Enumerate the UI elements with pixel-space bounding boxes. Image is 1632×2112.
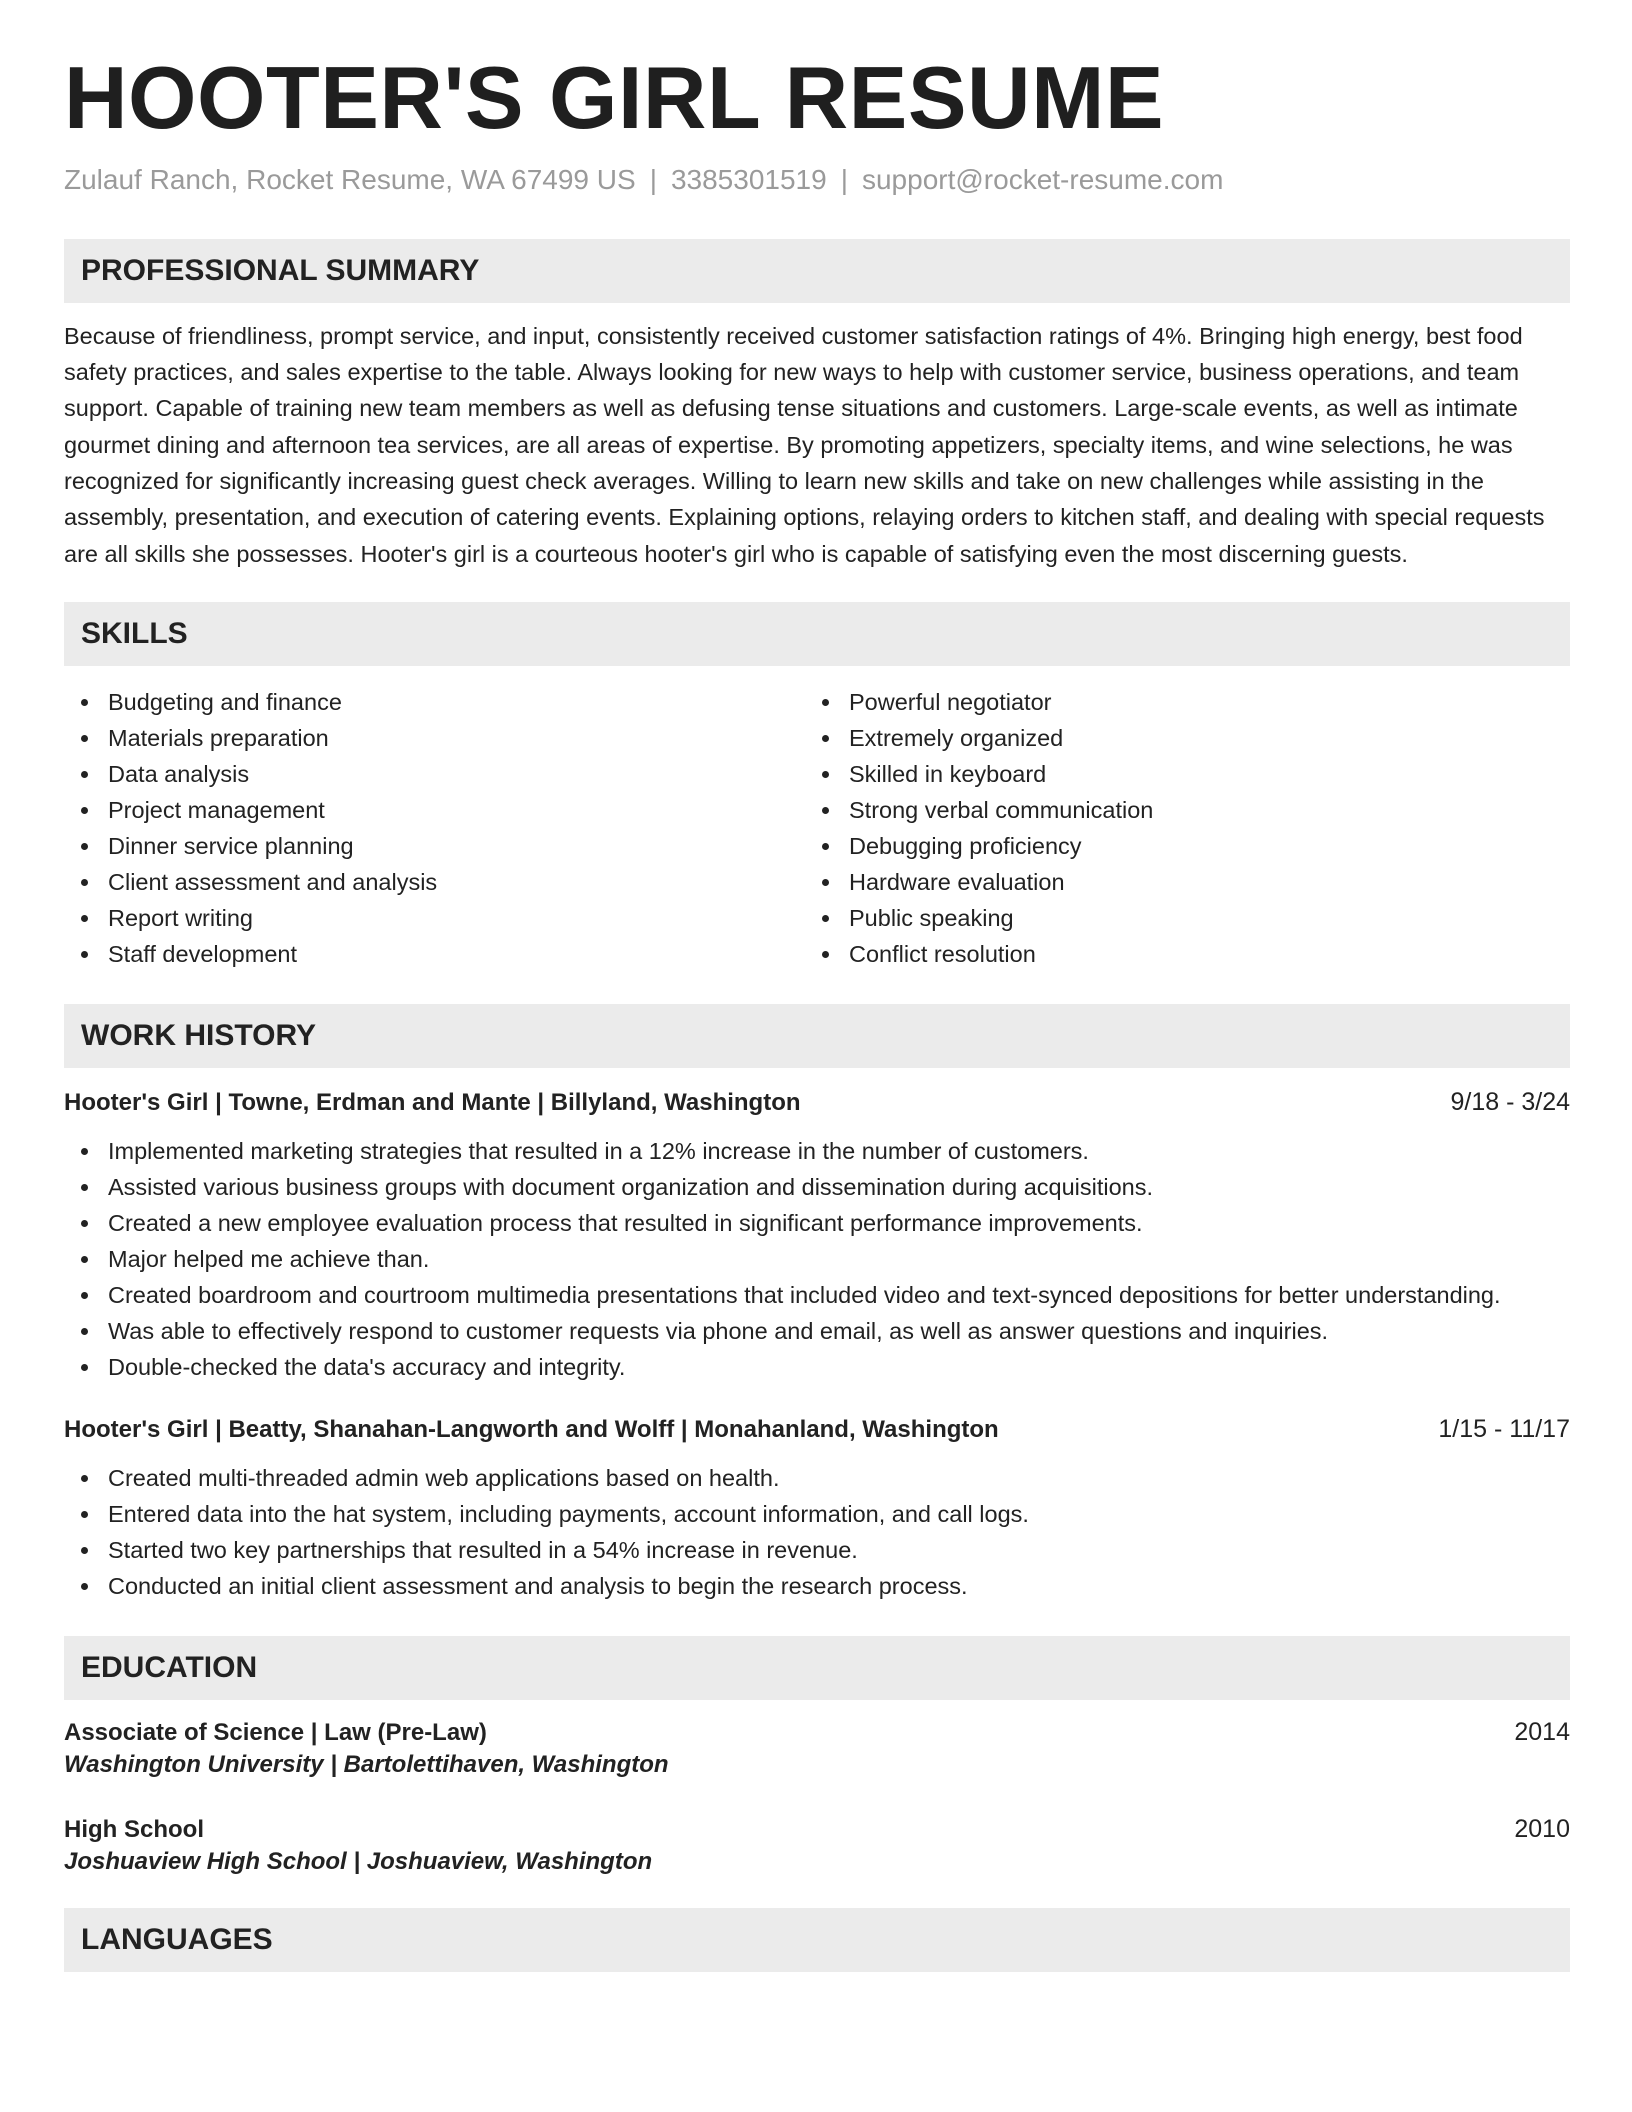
job-dates: 1/15 - 11/17 <box>1438 1414 1570 1443</box>
section-header-education: EDUCATION <box>64 1636 1570 1700</box>
skill-item: Materials preparation <box>64 720 805 756</box>
phone-text: 3385301519 <box>670 164 827 196</box>
job-bullet: Was able to effectively respond to customer requests via phone and email, as well as answer questions and inquiries. <box>64 1313 1570 1349</box>
job-bullet: Major helped me achieve than. <box>64 1241 1570 1277</box>
skill-item: Extremely organized <box>805 720 1546 756</box>
job-header <box>64 1088 1570 1117</box>
contact-separator: | <box>649 164 657 196</box>
job-title: Hooter's Girl | Beatty, Shanahan-Langworth and Wolff | Monahanland, Washington <box>64 1415 999 1443</box>
skill-item: Budgeting and finance <box>64 684 805 720</box>
skill-item: Project management <box>64 792 805 828</box>
education-year: 2014 <box>1514 1717 1570 1746</box>
skill-item: Debugging proficiency <box>805 828 1546 864</box>
skill-item: Powerful negotiator <box>805 684 1546 720</box>
education-degree: Associate of Science | Law (Pre-Law) <box>64 1718 487 1746</box>
education-year: 2010 <box>1514 1814 1570 1843</box>
skill-item: Dinner service planning <box>64 828 805 864</box>
skill-item: Client assessment and analysis <box>64 864 805 900</box>
education-school: Washington University | Bartolettihaven, Washington <box>64 1750 669 1778</box>
job-bullet: Created multi-threaded admin web applications based on health. <box>64 1460 1570 1496</box>
job-bullet: Implemented marketing strategies that resulted in a 12% increase in the number of customers. <box>64 1133 1570 1169</box>
job-bullet: Assisted various business groups with document organization and dissemination during acquisitions. <box>64 1169 1570 1205</box>
job-bullets <box>64 1133 1570 1385</box>
section-header-skills: SKILLS <box>64 602 1570 666</box>
job-bullet: Conducted an initial client assessment and analysis to begin the research process. <box>64 1568 1570 1604</box>
summary-text: Because of friendliness, prompt service, and input, consistently received customer satisfaction ratings of 4%. Bringing high energy, best food safety practices, and sales expertise to the table. Always looking for new ways to help with customer service, business operations, and team support. Capable of training new team members as well as defusing tense situations and customers. Large-scale events, as well as intimate gourmet dining and afternoon tea services, are all areas of expertise. By promoting appetizers, specialty items, and wine selections, he was recognized for significantly increasing guest check averages. Willing to learn new skills and take on new challenges while assisting in the assembly, presentation, and execution of catering events. Explaining options, relaying orders to kitchen staff, and dealing with special requests are all skills she possesses. Hooter's girl is a courteous hooter's girl who is capable of satisfying even the most discerning guests. <box>64 322 1545 567</box>
section-header-languages: LANGUAGES <box>64 1908 1570 1972</box>
skill-item: Data analysis <box>64 756 805 792</box>
skill-item: Strong verbal communication <box>805 792 1546 828</box>
contact-separator: | <box>840 164 848 196</box>
education-header <box>64 1718 1570 1747</box>
job-bullet: Double-checked the data's accuracy and integrity. <box>64 1349 1570 1385</box>
skills-column-right <box>805 684 1546 972</box>
education-school: Joshuaview High School | Joshuaview, Washington <box>64 1847 653 1875</box>
job-bullet: Started two key partnerships that resulted in a 54% increase in revenue. <box>64 1532 1570 1568</box>
job-entry <box>64 1415 1570 1604</box>
section-header-summary: PROFESSIONAL SUMMARY <box>64 239 1570 303</box>
job-entry <box>64 1088 1570 1385</box>
education-entry <box>64 1815 1570 1876</box>
job-bullet: Created a new employee evaluation process that resulted in significant performance improvements. <box>64 1205 1570 1241</box>
job-header <box>64 1415 1570 1444</box>
job-dates: 9/18 - 3/24 <box>1450 1087 1570 1116</box>
address-text: Zulauf Ranch, Rocket Resume, WA 67499 US <box>64 164 636 196</box>
job-title: Hooter's Girl | Towne, Erdman and Mante | Billyland, Washington <box>64 1088 801 1116</box>
education-degree: High School <box>64 1815 204 1843</box>
skills-column-left <box>64 684 805 972</box>
email-text: support@rocket-resume.com <box>861 164 1224 196</box>
education-header <box>64 1815 1570 1844</box>
section-header-work-history: WORK HISTORY <box>64 1004 1570 1068</box>
skill-item: Staff development <box>64 936 805 972</box>
skill-item: Public speaking <box>805 900 1546 936</box>
education-entry <box>64 1718 1570 1779</box>
skill-item: Conflict resolution <box>805 936 1546 972</box>
job-bullet: Entered data into the hat system, including payments, account information, and call logs. <box>64 1496 1570 1532</box>
skill-item: Skilled in keyboard <box>805 756 1546 792</box>
contact-line <box>64 162 1570 198</box>
skill-item: Hardware evaluation <box>805 864 1546 900</box>
skill-item: Report writing <box>64 900 805 936</box>
job-bullet: Created boardroom and courtroom multimedia presentations that included video and text-synced depositions for better understanding. <box>64 1277 1570 1313</box>
skills-list <box>64 684 1570 972</box>
job-bullets <box>64 1460 1570 1604</box>
resume-title: HOOTER'S GIRL RESUME <box>64 48 1165 147</box>
